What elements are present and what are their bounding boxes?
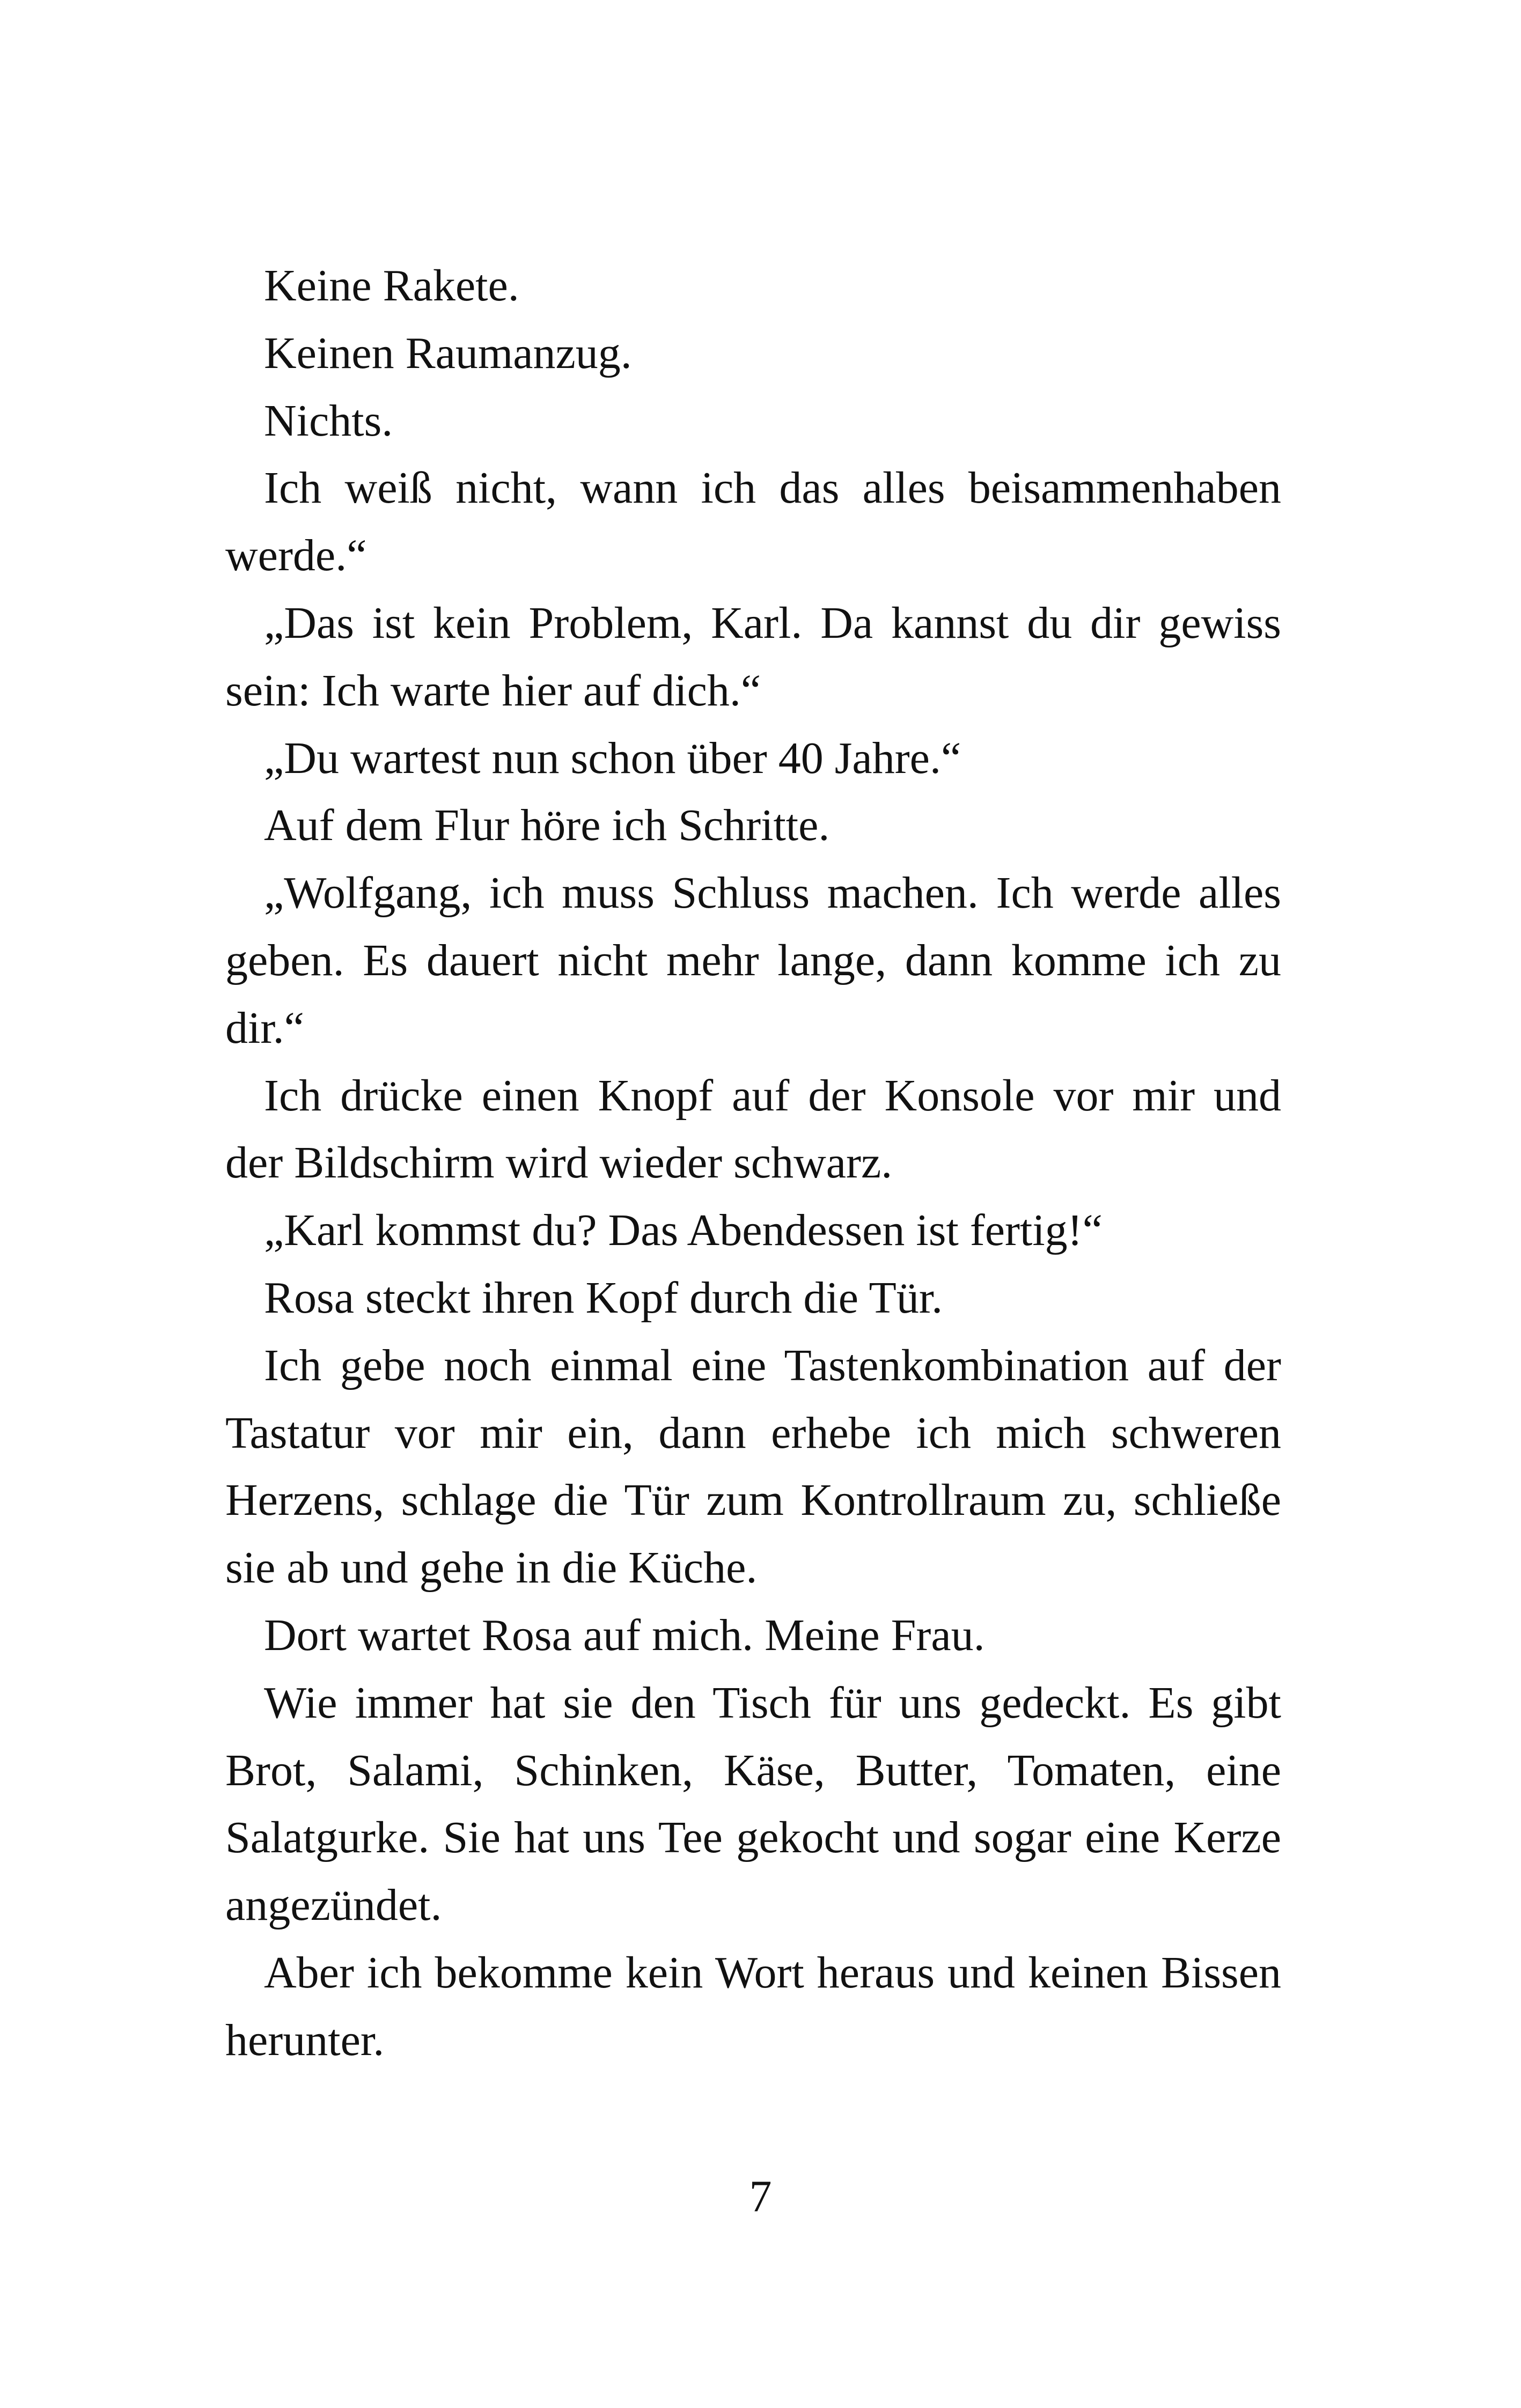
paragraph: „Karl kommst du? Das Abendessen ist fertig!“ [264,1205,1103,1256]
paragraph: „Wolfgang, ich muss Schluss machen. Ich werde alles geben. Es dauert nicht mehr lange, dann komme ich zu dir.“ [225,868,1281,1053]
paragraph: Rosa steckt ihren Kopf durch die Tür. [264,1272,943,1323]
paragraph: Keine Rakete. [264,261,519,311]
paragraph: Ich drücke einen Knopf auf der Konsole vor mir und der Bildschirm wird wieder schwarz. [225,1070,1281,1188]
paragraph: Nichts. [264,395,393,446]
paragraph: „Das ist kein Problem, Karl. Da kannst du dir gewiss sein: Ich warte hier auf dich.“ [225,598,1281,716]
paragraph: Aber ich bekomme kein Wort heraus und keinen Bissen herunter. [225,1947,1281,2065]
paragraph: Wie immer hat sie den Tisch für uns gedeckt. Es gibt Brot, Salami, Schinken, Käse, Butter, Tomaten, eine Salatgurke. Sie hat uns Tee gekocht und sogar eine Kerze angezündet. [225,1677,1281,1931]
paragraph: Dort wartet Rosa auf mich. Meine Frau. [264,1610,985,1660]
paragraph: Ich weiß nicht, wann ich das alles beisammenhaben werde.“ [225,463,1281,581]
body-text [225,252,1281,2074]
page-number: 7 [749,2171,772,2221]
paragraph: „Du wartest nun schon über 40 Jahre.“ [264,733,961,783]
paragraph: Auf dem Flur höre ich Schritte. [264,800,830,851]
paragraph: Keinen Raumanzug. [264,328,632,378]
paragraph: Ich gebe noch einmal eine Tastenkombination auf der Tastatur vor mir ein, dann erhebe ich mich schweren Herzens, schlage die Tür zum Kontrollraum zu, schließe sie ab und gehe in die Küche. [225,1340,1281,1593]
